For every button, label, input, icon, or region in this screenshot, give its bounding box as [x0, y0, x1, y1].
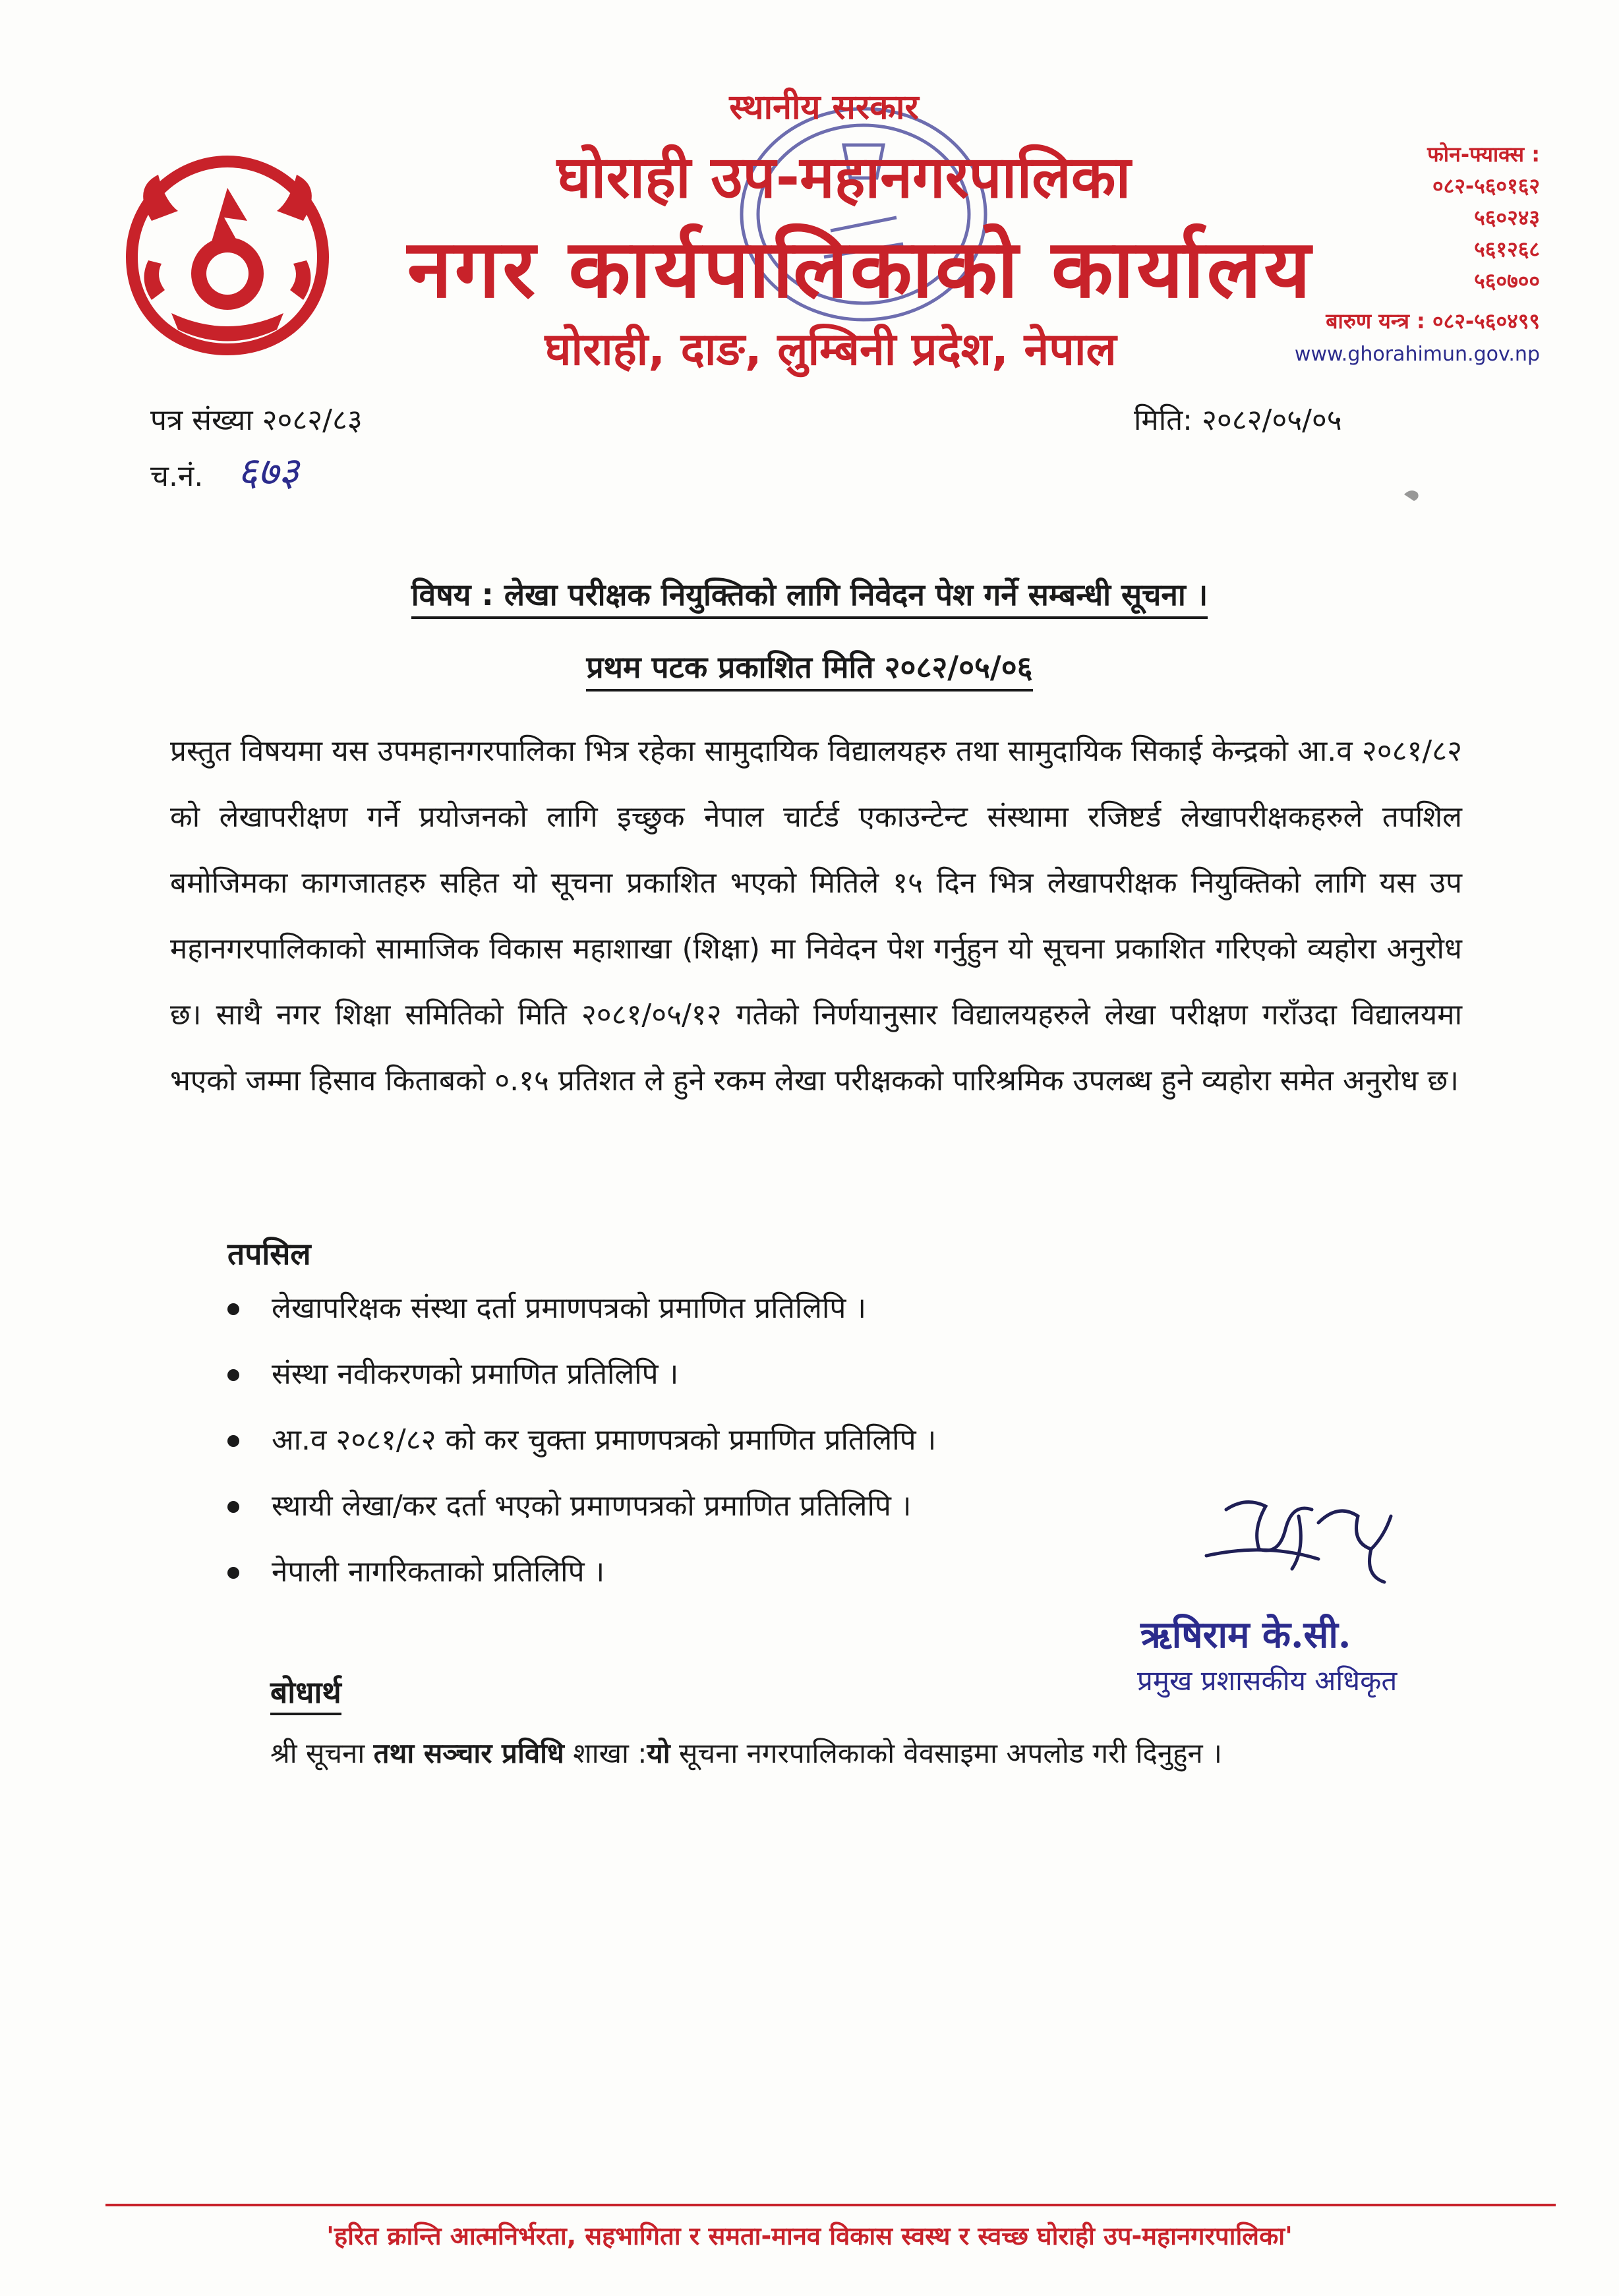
first-published-text: प्रथम पटक प्रकाशित मिति २०८२/०५/०६: [586, 649, 1032, 692]
footer-divider: [105, 2204, 1556, 2206]
list-item: [218, 1539, 1272, 1605]
bodhartha-bold: तथा सञ्चार प्रविधि: [373, 1737, 564, 1769]
phone-number: ५६०७००: [1474, 268, 1540, 293]
bullet-icon: [227, 1369, 239, 1381]
bullet-icon: [227, 1501, 239, 1513]
list-item-text: नेपाली नागरिकताको प्रतिलिपि ।: [272, 1555, 605, 1589]
dispatch-number-handwritten: ६७३: [237, 449, 299, 495]
phone-number: ५६०२४३: [1474, 205, 1540, 230]
list-item-text: आ.व २०८१/८२ को कर चुक्ता प्रमाणपत्रको प्रमाणित प्रतिलिपि ।: [272, 1423, 937, 1457]
document-list: [218, 1276, 1272, 1605]
bullet-icon: [227, 1567, 239, 1579]
subject-text: विषय : लेखा परीक्षक नियुक्तिको लागि निवेदन पेश गर्ने सम्बन्धी सूचना ।: [411, 577, 1208, 619]
list-item: [218, 1407, 1272, 1473]
list-item-text: लेखापरिक्षक संस्था दर्ता प्रमाणपत्रको प्रमाणित प्रतिलिपि ।: [272, 1291, 867, 1325]
body-paragraph: प्रस्तुत विषयमा यस उपमहानगरपालिका भित्र रहेका सामुदायिक विद्यालयहरु तथा सामुदायिक सिकाई केन्द्रको आ.व २०८१/८२ को लेखापरीक्षण गर्ने प्रयोजनको लागि इच्छुक नेपाल चार्टर्ड एकाउन्टेन्ट संस्थामा रजिष्टर्ड लेखापरीक्षकहरुले तपशिल बमोजिमका कागजातहरु सहित यो सूचना प्रकाशित भएको मितिले १५ दिन भित्र लेखापरीक्षक नियुक्तिको लागि यस उप महानगरपालिकाको सामाजिक विकास महाशाखा (शिक्षा) मा निवेदन पेश गर्नुहुन यो सूचना प्रकाशित गरिएको व्यहोरा अनुरोध छ। साथै नगर शिक्षा समितिको मिति २०८१/०५/१२ गतेको निर्णयानुसार विद्यालयहरुले लेखा परीक्षण गराँउदा विद्यालयमा भएको जम्मा हिसाव किताबको ०.१५ प्रतिशत ले हुने रकम लेखा परीक्षकको पारिश्रमिक उपलब्ध हुने व्यहोरा समेत अनुरोध छ।: [170, 734, 1462, 1098]
bodhartha-prefix: श्री सूचना: [270, 1737, 374, 1769]
bodhartha-text: [270, 1734, 1222, 1771]
office-address: घोराही, दाङ, लुम्बिनी प्रदेश, नेपाल: [545, 324, 1117, 376]
letter-number: पत्र संख्या २०८२/८३: [150, 403, 363, 437]
phone-number: ५६१२६८: [1474, 237, 1540, 262]
first-published-line: [0, 646, 1619, 687]
list-item: [218, 1276, 1272, 1341]
office-name: नगर कार्यपालिकाको कार्यालय: [407, 222, 1314, 316]
bodhartha-suffix: सूचना नगरपालिकाको वेवसाइमा अपलोड गरी दिनुहुन ।: [670, 1737, 1222, 1769]
dispatch-number-label: च.नं.: [150, 459, 204, 493]
footer-slogan: 'हरित क्रान्ति आत्मनिर्भरता, सहभागिता र समता-मानव विकास स्वस्थ र स्वच्छ घोराही उप-महानगरपालिका': [326, 2222, 1293, 2251]
local-government-label: स्थानीय सरकार: [729, 88, 919, 127]
phone-fax-label: फोन-फ्याक्स :: [1427, 142, 1540, 167]
bodhartha-heading-text: बोधार्थ: [270, 1674, 341, 1715]
bullet-icon: [227, 1303, 239, 1315]
list-item: [218, 1341, 1272, 1407]
handwritten-signature: [1187, 1477, 1463, 1608]
bodhartha-heading: [270, 1671, 341, 1712]
phone-number: ०८२-५६०१६२: [1432, 173, 1540, 198]
municipality-name: घोराही उप-महानगरपालिका: [556, 143, 1131, 211]
nepal-emblem-icon: [112, 148, 343, 359]
list-item-text: स्थायी लेखा/कर दर्ता भएको प्रमाणपत्रको प्रमाणित प्रतिलिपि ।: [272, 1489, 912, 1523]
bodhartha-middle: शाखा :: [564, 1737, 647, 1769]
signatory-name: ऋषिराम के.सी.: [1140, 1613, 1351, 1657]
list-item: [218, 1473, 1272, 1539]
ink-smudge-icon: [1401, 485, 1427, 504]
subject-line: [0, 574, 1619, 614]
website-link[interactable]: www.ghorahimun.gov.np: [1294, 343, 1540, 366]
signatory-title: प्रमुख प्रशासकीय अधिकृत: [1137, 1664, 1398, 1697]
tapasil-heading: तपसिल: [227, 1236, 311, 1272]
letter-date: मिति: २०८२/०५/०५: [1134, 403, 1342, 437]
bullet-icon: [227, 1435, 239, 1447]
fire-brigade-number: बारुण यन्त्र : ०८२-५६०४९९: [1326, 309, 1540, 334]
contact-block: [1263, 138, 1540, 297]
list-item-text: संस्था नवीकरणको प्रमाणित प्रतिलिपि ।: [272, 1357, 679, 1391]
bodhartha-bold-2: यो: [647, 1737, 670, 1769]
